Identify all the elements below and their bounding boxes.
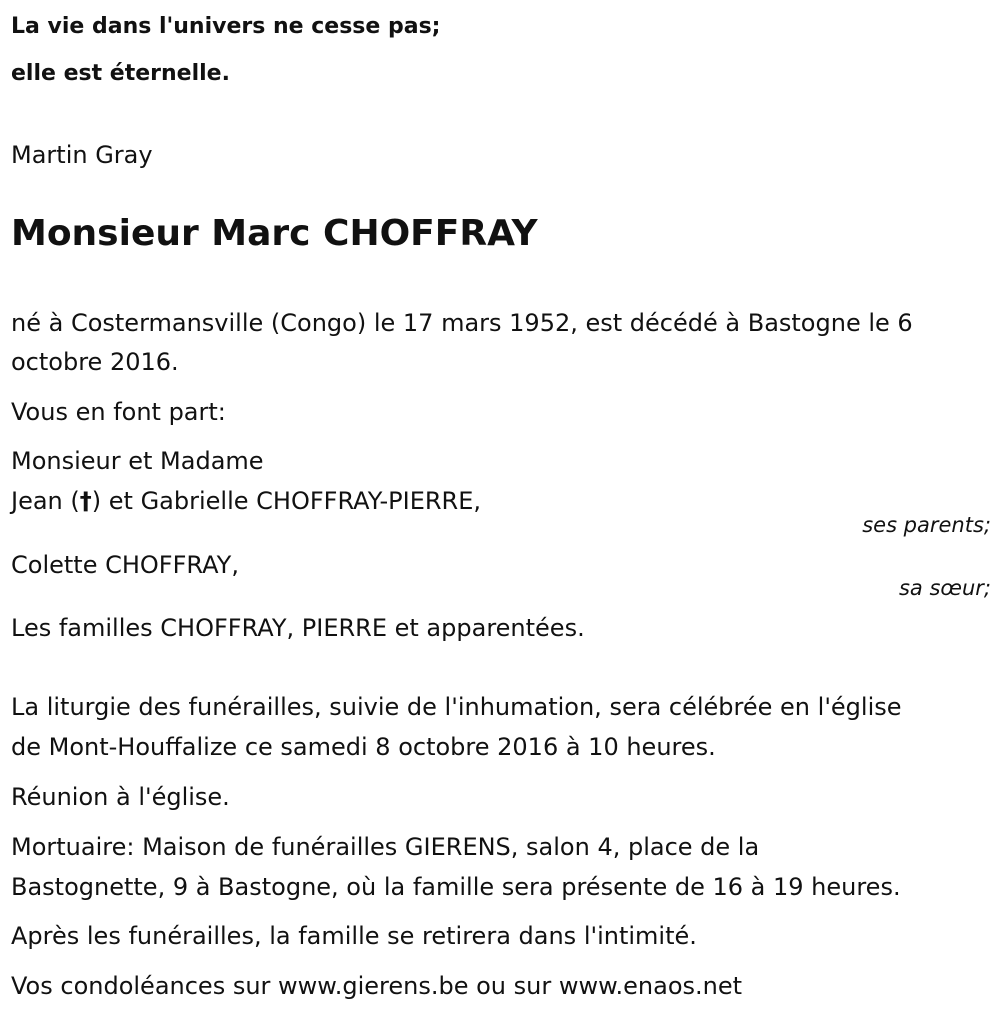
- quote-line-2: elle est éternelle.: [11, 61, 230, 86]
- quote-author: Martin Gray: [11, 141, 153, 169]
- cross-icon: †: [79, 487, 92, 515]
- meeting-line: Réunion à l'église.: [11, 783, 230, 811]
- parents-mother: ) et Gabrielle CHOFFRAY-PIERRE,: [91, 487, 482, 515]
- parents-line-1: Monsieur et Madame: [11, 447, 264, 475]
- mortuary-line-1: Mortuaire: Maison de funérailles GIERENS, salon 4, place de la: [11, 833, 760, 861]
- sister-role: sa sœur;: [898, 576, 991, 600]
- liturgy-line-1: La liturgie des funérailles, suivie de l'inhumation, sera célébrée en l'église: [11, 693, 902, 721]
- deceased-name: Monsieur Marc CHOFFRAY: [11, 213, 538, 254]
- parents-role: ses parents;: [862, 513, 991, 537]
- announcement-intro: Vous en font part:: [11, 398, 226, 426]
- sister-name: Colette CHOFFRAY,: [11, 551, 239, 579]
- parents-father: Jean (: [11, 487, 80, 515]
- parents-line-2: [11, 481, 481, 521]
- condolences-line: Vos condoléances sur www.gierens.be ou sur www.enaos.net: [11, 972, 743, 1000]
- birth-death-line-1: né à Costermansville (Congo) le 17 mars 1952, est décédé à Bastogne le 6: [11, 309, 913, 337]
- liturgy-line-2: de Mont-Houffalize ce samedi 8 octobre 2016 à 10 heures.: [11, 733, 716, 761]
- after-funeral-line: Après les funérailles, la famille se retirera dans l'intimité.: [11, 922, 697, 950]
- families-line: Les familles CHOFFRAY, PIERRE et apparentées.: [11, 614, 585, 642]
- birth-death-line-2: octobre 2016.: [11, 348, 179, 376]
- mortuary-line-2: Bastognette, 9 à Bastogne, où la famille sera présente de 16 à 19 heures.: [11, 873, 901, 901]
- quote-line-1: La vie dans l'univers ne cesse pas;: [11, 14, 441, 39]
